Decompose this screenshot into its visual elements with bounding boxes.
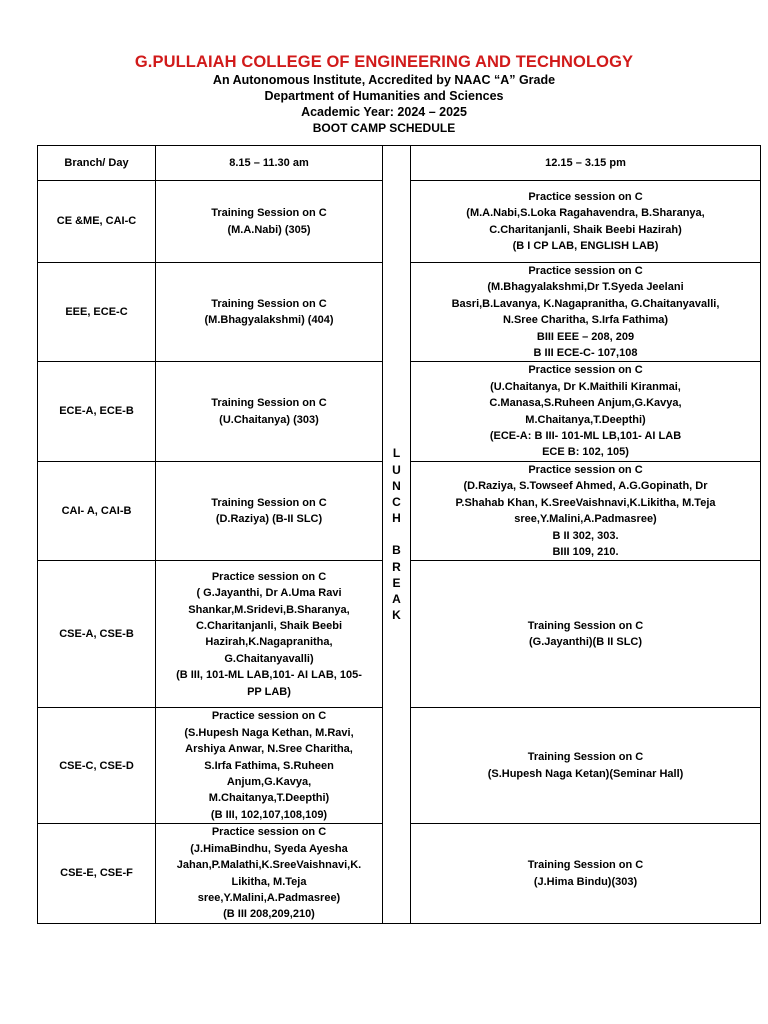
- table-header-row: [38, 146, 761, 181]
- session-line: Training Session on C: [211, 297, 327, 310]
- session-line: (J.HimaBindhu, Syeda Ayesha: [190, 842, 348, 855]
- session-line: (J.Hima Bindu)(303): [533, 875, 638, 888]
- break-letter: B: [392, 543, 401, 558]
- session-line: C.Charitanjanli, Shaik Beebi Hazirah): [489, 223, 682, 236]
- session-line: (B III, 101-ML LAB,101- AI LAB, 105-: [176, 669, 362, 682]
- lunch-letter: L: [392, 446, 401, 461]
- session-line: P.Shahab Khan, K.SreeVaishnavi,K.Likitha, M.Teja: [455, 496, 716, 509]
- branch-cell: CE &ME, CAI-C: [38, 181, 156, 263]
- session-line: (M.A.Nabi,S.Loka Ragahavendra, B.Sharanya,: [466, 207, 705, 220]
- session-line: ( G.Jayanthi, Dr A.Uma Ravi: [196, 587, 342, 600]
- academic-year-line: Academic Year: 2024 – 2025: [301, 105, 467, 119]
- college-name: G.PULLAIAH COLLEGE OF ENGINEERING AND TECHNOLOGY: [134, 53, 634, 71]
- session-line: Training Session on C: [527, 751, 644, 764]
- session-line: BIII EEE – 208, 209: [536, 330, 635, 343]
- session-line: Basri,B.Lavanya, K.Nagapranitha, G.Chaitanyavalli,: [451, 297, 720, 310]
- break-letter: K: [392, 608, 401, 623]
- morning-session-cell: [156, 461, 383, 560]
- session-line: PP LAB): [247, 685, 291, 698]
- schedule-title: BOOT CAMP SCHEDULE: [312, 121, 456, 135]
- break-letter: A: [392, 591, 401, 606]
- lunch-break-label: [387, 445, 406, 623]
- session-line: (M.A.Nabi) (305): [227, 223, 311, 236]
- session-line: (G.Jayanthi)(B II SLC): [528, 636, 643, 649]
- session-line: (B III 208,209,210): [223, 908, 315, 921]
- session-line: ECE B: 102, 105): [542, 446, 629, 459]
- accreditation-line: An Autonomous Institute, Accredited by NAAC “A” Grade: [212, 73, 556, 87]
- session-line: (U.Chaitanya, Dr K.Maithili Kiranmai,: [490, 380, 681, 393]
- session-line: BIII 109, 210.: [552, 545, 619, 558]
- session-line: Training Session on C: [527, 859, 644, 872]
- lunch-letter: U: [392, 462, 401, 477]
- session-line: Training Session on C: [211, 207, 327, 220]
- session-line: (S.Hupesh Naga Kethan, M.Ravi,: [184, 726, 354, 739]
- header-morning-slot: 8.15 – 11.30 am: [156, 146, 383, 181]
- session-line: Hazirah,K.Nagapranitha,: [205, 636, 333, 649]
- session-line: Arshiya Anwar, N.Sree Charitha,: [185, 743, 353, 756]
- session-line: N.Sree Charitha, S.Irfa Fathima): [502, 314, 669, 327]
- lunch-letter: H: [392, 511, 401, 526]
- session-line: C.Manasa,S.Ruheen Anjum,G.Kavya,: [489, 397, 682, 410]
- session-line: Practice session on C: [528, 463, 643, 476]
- break-letter: R: [392, 559, 401, 574]
- session-line: Anjum,G.Kavya,: [226, 776, 312, 789]
- header-afternoon-slot: 12.15 – 3.15 pm: [411, 146, 761, 181]
- afternoon-session-cell: [411, 708, 761, 824]
- lunch-letter: C: [392, 494, 401, 509]
- session-line: Training Session on C: [211, 397, 327, 410]
- session-line: (B I CP LAB, ENGLISH LAB): [512, 239, 659, 252]
- session-line: Practice session on C: [211, 710, 327, 723]
- morning-session-cell: [156, 561, 383, 708]
- session-line: B II 302, 303.: [552, 529, 619, 542]
- session-line: (M.Bhagyalakshmi) (404): [204, 314, 334, 327]
- morning-session-cell: [156, 362, 383, 461]
- morning-session-cell: [156, 824, 383, 923]
- header-branch-day: Branch/ Day: [38, 146, 156, 181]
- session-line: Training Session on C: [527, 619, 644, 632]
- session-line: Practice session on C: [211, 826, 327, 839]
- branch-cell: CSE-A, CSE-B: [38, 561, 156, 708]
- session-line: (B III, 102,107,108,109): [210, 808, 328, 821]
- session-line: Training Session on C: [211, 496, 327, 509]
- afternoon-session-cell: [411, 561, 761, 708]
- session-line: Jahan,P.Malathi,K.SreeVaishnavi,K.: [176, 859, 362, 872]
- session-line: M.Chaitanya,T.Deepthi): [208, 792, 330, 805]
- afternoon-session-cell: [411, 181, 761, 263]
- branch-cell: CSE-E, CSE-F: [38, 824, 156, 923]
- lunch-break-column: [383, 146, 411, 924]
- session-line: sree,Y.Malini,A.Padmasree): [514, 513, 657, 526]
- session-line: M.Chaitanya,T.Deepthi): [525, 413, 646, 426]
- session-line: sree,Y.Malini,A.Padmasree): [197, 891, 341, 904]
- morning-session-cell: [156, 181, 383, 263]
- session-line: Practice session on C: [528, 364, 643, 377]
- branch-cell: CSE-C, CSE-D: [38, 708, 156, 824]
- session-line: S.Irfa Fathima, S.Ruheen: [204, 759, 334, 772]
- session-line: Shankar,M.Sridevi,B.Sharanya,: [188, 603, 350, 616]
- session-line: Practice session on C: [211, 570, 327, 583]
- session-line: (D.Raziya) (B-II SLC): [215, 513, 323, 526]
- session-line: B III ECE-C- 107,108: [533, 347, 638, 360]
- document-header: [0, 52, 768, 136]
- session-line: Likitha, M.Teja: [231, 875, 307, 888]
- afternoon-session-cell: [411, 263, 761, 362]
- session-line: (M.Bhagyalakshmi,Dr T.Syeda Jeelani: [487, 281, 684, 294]
- afternoon-session-cell: [411, 824, 761, 923]
- session-line: Practice session on C: [528, 265, 643, 277]
- branch-cell: ECE-A, ECE-B: [38, 362, 156, 461]
- morning-session-cell: [156, 263, 383, 362]
- branch-cell: EEE, ECE-C: [38, 263, 156, 362]
- session-line: C.Charitanjanli, Shaik Beebi: [195, 619, 343, 632]
- session-line: (ECE-A: B III- 101-ML LB,101- AI LAB: [489, 430, 682, 443]
- department-line: Department of Humanities and Sciences: [264, 89, 504, 103]
- session-line: (S.Hupesh Naga Ketan)(Seminar Hall): [487, 767, 684, 780]
- lunch-letter: N: [392, 478, 401, 493]
- morning-session-cell: [156, 708, 383, 824]
- session-line: Practice session on C: [528, 190, 643, 203]
- afternoon-session-cell: [411, 461, 761, 560]
- session-line: (D.Raziya, S.Towseef Ahmed, A.G.Gopinath, Dr: [463, 480, 708, 493]
- session-line: G.Chaitanyavalli): [224, 652, 314, 665]
- session-line: (U.Chaitanya) (303): [219, 413, 319, 426]
- afternoon-session-cell: [411, 362, 761, 461]
- branch-cell: CAI- A, CAI-B: [38, 461, 156, 560]
- break-letter: E: [392, 575, 401, 590]
- schedule-table: [37, 145, 761, 924]
